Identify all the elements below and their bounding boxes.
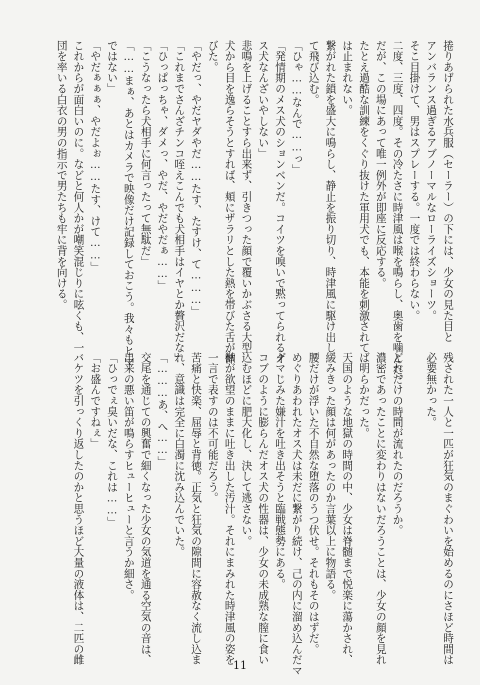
text-line: れ、意識は完全に白濁に沈み込んでいた。 — [173, 352, 186, 558]
text-line: そこ目掛けて、男はスプレーする。一度では終わらない。 — [408, 40, 421, 321]
text-line: アンバランス過ぎるアブノーマルなローライズショーツ。 — [425, 40, 438, 321]
text-line: たとえ過酷な訓練をくぐり抜けた軍用犬でも、本能を刺激されて — [358, 40, 371, 354]
text-line: 犬から目を逸らそうとすれば、頬にザラリとした熱を帯びた舌が伸 — [223, 40, 236, 364]
text-line: 緩みきった顔は何があったのか言葉以上に物語る。 — [324, 352, 337, 601]
upper-text-block — [22, 40, 456, 386]
text-line: 一言で表すのは不可能だろう。 — [206, 352, 219, 504]
text-line: めぐりあわれたオス犬は未だに繋がり続け、己の内に溜め込んだマ — [290, 352, 303, 676]
text-line: 団を率いる白衣の男の指示で男たちも牢に背を向ける。 — [55, 40, 68, 310]
text-line: 「お盛んですねぇ」 — [89, 352, 102, 450]
text-line: バケツを引っくり返したのかと思うほど大量の液体は、二匹の雌 — [72, 352, 85, 666]
page-number: 11 — [233, 659, 247, 672]
text-line: 「………あ、へ……」 — [156, 352, 169, 467]
text-line — [406, 352, 423, 652]
text-line: コブのように膨らんだオス犬の性器は、少女の未成熟な膣に食い — [257, 352, 270, 666]
text-line: 腰だけが浮いた不自然な堕落のうつ伏せ。それもそのはずだ。 — [307, 352, 320, 655]
text-line: これからが面白いのに。などと何人かが嘲笑混じりに呟くも、一 — [72, 40, 85, 354]
text-line: 「これまでさんざチンコ咥えこんでも犬相手はイヤとか贅沢だな」 — [173, 40, 186, 364]
text-line: 「ひっでぇ臭いだな、これは……」 — [106, 352, 119, 528]
text-line: 交尾を通じての興奮で細くなった少女の気道を通る空気の音は、 — [139, 352, 152, 666]
text-line: どれだけの時間が流れたのだろうか。 — [391, 352, 404, 536]
text-line: 捲りあげられた水兵服（セーラー）の下には、少女の見た目と — [442, 40, 454, 343]
text-line: 「発情期のメス犬のションベンだ。コイツを嗅いで黙ってられるオ — [274, 40, 287, 364]
text-line: 天国のような地獄の時間の中、少女は脊髄まで悦楽に蕩かされ、 — [341, 352, 354, 666]
text-line: 獣が欲望のままに吐き出した汚汁。それにまみれた時津風の姿を — [223, 352, 236, 666]
text-line: ば明らかだった。 — [358, 352, 371, 439]
text-line: 悲鳴を上げることすら出来ず、引きつった顔で覆いかぶさる大型 — [240, 40, 253, 354]
text-line: は止まれない。 — [341, 40, 354, 116]
text-line: 繋がれた鎖を盛大に鳴らし、静止を振り切り、時津風に駆け出し — [324, 40, 337, 354]
text-line: 二度、三度、四度。その冷たさに時津風は喉を鳴らし、奥歯を噛んだ。 — [391, 40, 404, 386]
text-line: 残された一人と一匹が狂気のまぐわいを始めるのにさほど時間は — [442, 352, 454, 666]
text-line: 「やだっ、やだヤダやだ……たす、たすけ、て………」 — [190, 40, 203, 317]
text-line: 「やだぁぁぁ、やだよぉ……たす、けて……」 — [89, 40, 102, 273]
text-line: びた。 — [206, 40, 219, 73]
text-line: 苦痛と快楽、屈辱と背徳。正気と狂気の隙間に容赦なく流し込ま — [190, 352, 203, 666]
text-line: 込むほどに肥大化し、決して逃さない。 — [240, 352, 253, 547]
text-line: だが、この場にあって唯一例外が即座に反応する。 — [374, 40, 387, 289]
text-line: 出来の悪い笛が鳴らすヒューヒューと言うか細さ。 — [122, 352, 135, 601]
text-line: グマじみた嫌汁を吐き出そうと臨戦態勢にある。 — [274, 352, 287, 590]
text-line: て飛び込む。 — [307, 40, 320, 105]
text-line: 「ひっぱっちゃ、ダメっ、やだ、やだやだぁ……」 — [156, 40, 169, 292]
text-line: 必要無かった。 — [425, 352, 438, 428]
text-line: 「ひゃ……なんで……っ」 — [290, 40, 303, 176]
text-line: ス犬なんざいやしない」 — [257, 40, 270, 159]
text-line: ではない」 — [106, 40, 119, 94]
text-line: 「こうなったら犬相手に何言ったって無駄だ」 — [139, 40, 152, 267]
text-line: 「……まぁ、あとはカメラで映像だけ記録しておこう。我々もヒマ — [122, 40, 135, 367]
text-line: 濃密であったことに変わりはないだろうことは、少女の顔を見れ — [374, 352, 387, 666]
